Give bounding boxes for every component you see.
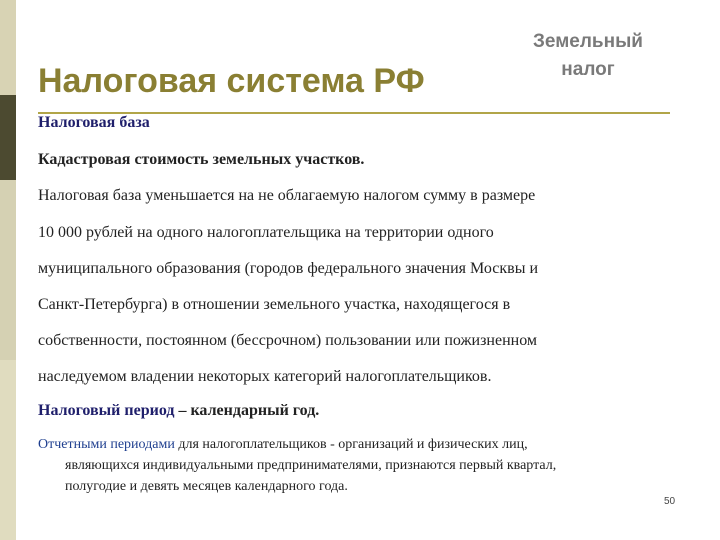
tax-period-value: – календарный год. xyxy=(174,402,320,419)
body-line-3: 10 000 рублей на одного налогоплательщика на территории одного xyxy=(38,224,494,241)
tax-base-heading: Налоговая база xyxy=(38,114,150,131)
body-line-7: наследуемом владении некоторых категорий налогоплательщиков. xyxy=(38,368,492,385)
note-line-1-rest: для налогоплательщиков - организаций и физических лиц, xyxy=(174,437,528,452)
tax-period-label: Налоговый период xyxy=(38,402,175,419)
note-line-2: являющихся индивидуальными предпринимателями, признаются первый квартал, xyxy=(65,458,557,473)
body-line-4: муниципального образования (городов федерального значения Москвы и xyxy=(38,260,539,277)
note-line-3: полугодие и девять месяцев календарного года. xyxy=(65,479,348,494)
body-line-6: собственности, постоянном (бессрочном) пользовании или пожизненном xyxy=(38,332,538,349)
sidebar-block-top xyxy=(0,0,16,95)
sidebar-block-bottom xyxy=(0,360,16,540)
note-line-1 xyxy=(38,434,556,455)
sidebar-block-middle xyxy=(0,180,16,360)
note-accent-text: Отчетными периодами xyxy=(38,437,175,452)
slide-subtitle: Земельный налог xyxy=(533,31,643,80)
body-line-2: Налоговая база уменьшается на не облагаемую налогом сумму в размере xyxy=(38,187,536,204)
body-line-5: Санкт-Петербурга) в отношении земельного участка, находящегося в xyxy=(38,296,511,313)
tax-period xyxy=(38,402,319,420)
reporting-periods-note xyxy=(38,434,556,497)
body-line-1: Кадастровая стоимость земельных участков. xyxy=(38,151,365,168)
page-number: 50 xyxy=(664,496,676,507)
sidebar-block-dark xyxy=(0,95,16,180)
slide-title: Налоговая система РФ xyxy=(38,62,425,100)
